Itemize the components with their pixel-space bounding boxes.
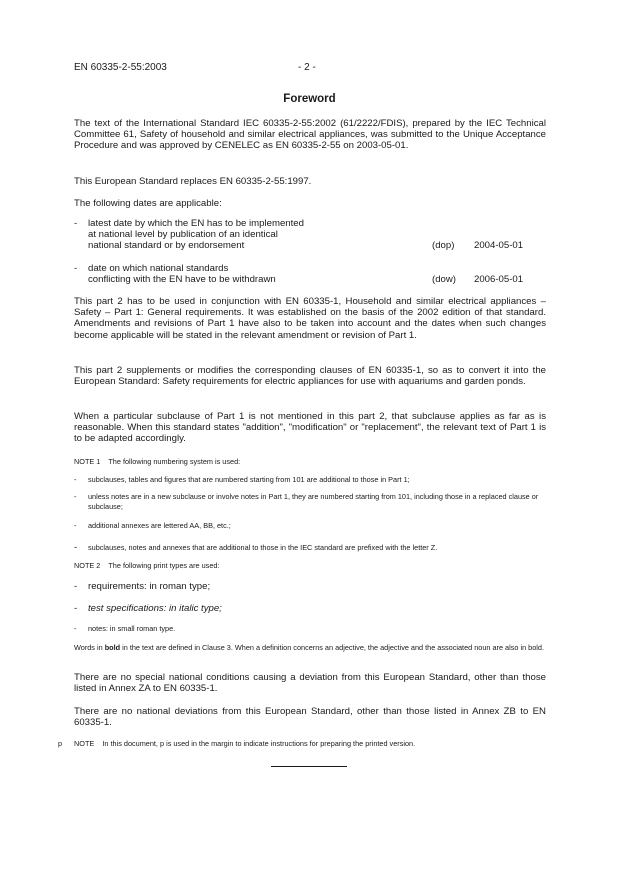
list-dash: - (74, 218, 78, 229)
list-dash: - (74, 521, 77, 530)
dow-code: (dow) (432, 274, 456, 285)
note2-text: The following print types are used: (108, 561, 220, 570)
paragraph-intro: The text of the International Standard IEC 60335-2-55:2002 (61/2222/FDIS), prepared by the IEC Technical Committee 61, Safety of household and similar electrical appliances, was submitted to the Unique Acceptance Procedure and was approved by CENELEC as EN 60335-2-55 on 2003-05-01. (74, 118, 546, 152)
end-rule (271, 766, 347, 767)
list-dash: - (74, 581, 78, 592)
paragraph-dates-intro: The following dates are applicable: (74, 198, 222, 209)
print-type-italic: test specifications: in italic type; (88, 603, 222, 614)
header-page-number: - 2 - (298, 62, 316, 73)
margin-note-label: NOTE (74, 739, 95, 748)
dow-date: 2006-05-01 (474, 274, 524, 285)
header-document-id: EN 60335-2-55:2003 (74, 62, 167, 73)
dow-description-line2: conflicting with the EN have to be withdrawn (88, 274, 276, 285)
dop-description-line3: national standard or by endorsement (88, 240, 245, 251)
page-title: Foreword (283, 93, 336, 105)
note2 (74, 561, 546, 571)
paragraph-replaces: This European Standard replaces EN 60335-2-55:1997. (74, 176, 312, 187)
note1-item: unless notes are in a new subclause or involve notes in Part 1, they are numbered starting from 101, including those in a replaced clause or subclause; (88, 492, 539, 511)
list-dash: - (74, 603, 78, 614)
dop-description-line1: latest date by which the EN has to be implemented (88, 218, 304, 229)
bold-note-pre: Words in (74, 643, 105, 652)
dop-description-line2: at national level by publication of an identical (88, 229, 278, 240)
note1-text: The following numbering system is used: (108, 457, 241, 466)
print-type-roman: requirements: in roman type; (88, 581, 211, 592)
paragraph-special-conditions: There are no special national conditions causing a deviation from this European Standard, other than those listed in Annex ZA to EN 60335-1. (74, 672, 546, 695)
paragraph-part1-use: This part 2 has to be used in conjunction with EN 60335-1, Household and similar electrical appliances – Safety – Part 1: General requirements. It was established on the basis of the 2002 edition of that standard. Amendments and revisions of Part 1 have also to be taken into account and the dates when such changes become applicable will be stated in the relevant amendment or revision of Part 1. (74, 296, 546, 341)
note1-label: NOTE 1 (74, 457, 101, 466)
note2-label: NOTE 2 (74, 561, 101, 570)
list-dash: - (74, 624, 77, 633)
margin-marker-p: p (58, 739, 63, 748)
bold-definition-note (74, 643, 546, 653)
bold-note-bold: bold (104, 643, 121, 652)
list-dash: - (74, 263, 78, 274)
dow-description-line1: date on which national standards (88, 263, 229, 274)
list-dash: - (74, 542, 78, 553)
margin-note (74, 739, 546, 749)
paragraph-subclause: When a particular subclause of Part 1 is not mentioned in this part 2, that subclause applies as far as is reasonable. When this standard states "addition", "modification" or "replacement", the relevant text of Part 1 is to be adapted accordingly. (74, 411, 546, 445)
dop-date: 2004-05-01 (474, 240, 524, 251)
paragraph-national-deviations: There are no national deviations from this European Standard, other than those listed in Annex ZB to EN 60335-1. (74, 706, 546, 729)
bold-note-post: in the text are defined in Clause 3. When a definition concerns an adjective, the adjective and the associated noun are also in bold. (120, 643, 544, 652)
note1-item: subclauses, tables and figures that are numbered starting from 101 are additional to those in Part 1; (88, 475, 410, 484)
note1 (74, 457, 546, 467)
margin-note-text: In this document, p is used in the margin to indicate instructions for preparing the printed version. (102, 739, 416, 748)
note1-item: additional annexes are lettered AA, BB, etc.; (88, 521, 231, 530)
list-dash: - (74, 492, 77, 501)
dop-code: (dop) (432, 240, 455, 251)
note1-item: subclauses, notes and annexes that are additional to those in the IEC standard are prefixed with the letter Z. (88, 543, 438, 552)
paragraph-supplements: This part 2 supplements or modifies the corresponding clauses of EN 60335-1, so as to convert it into the European Standard: Safety requirements for electric appliances for use with aquariums and garden ponds. (74, 365, 546, 388)
print-type-small: notes: in small roman type. (88, 624, 176, 633)
list-dash: - (74, 475, 77, 484)
